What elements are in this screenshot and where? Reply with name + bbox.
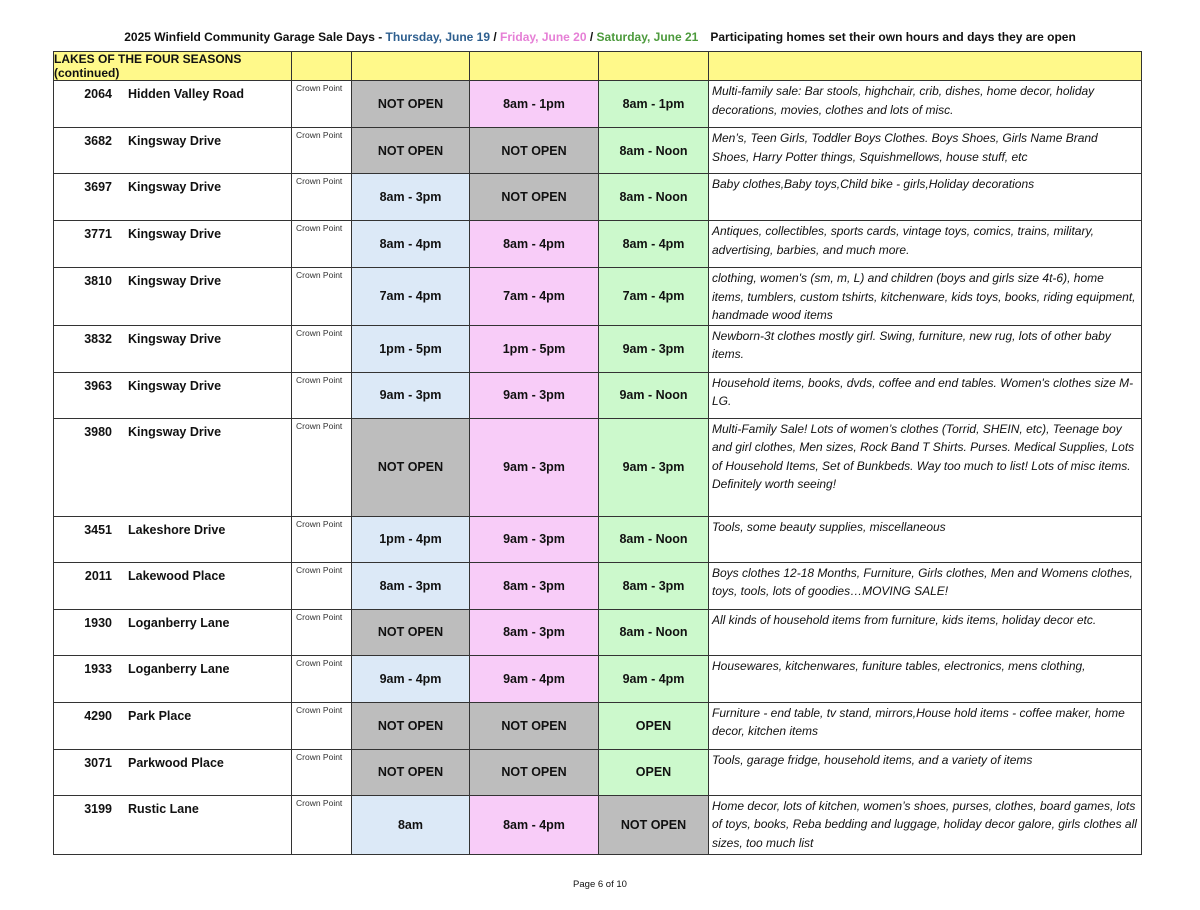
house-number: 3697 <box>84 180 112 194</box>
thursday-hours-cell: NOT OPEN <box>352 749 470 795</box>
saturday-hours-cell: 8am - Noon <box>599 609 709 655</box>
header-title: 2025 Winfield Community Garage Sale Days - <box>124 30 386 44</box>
town-cell: Crown Point <box>292 702 352 749</box>
address-cell <box>54 702 292 749</box>
saturday-hours-cell: 8am - Noon <box>599 516 709 562</box>
page-header <box>0 30 1200 44</box>
description-cell: Home decor, lots of kitchen, women’s shoes, purses, clothes, board games, lots of toys, books, Reba bedding and luggage, holiday decor galore, girls clothes all sizes, too much list <box>709 795 1142 854</box>
street-name: Loganberry Lane <box>128 615 230 630</box>
friday-hours-cell: 8am - 4pm <box>470 221 599 268</box>
street-name: Kingsway Drive <box>128 424 222 439</box>
header-saturday: Saturday, June 21 <box>596 30 699 44</box>
street-name: Lakeshore Drive <box>128 522 226 537</box>
address-cell <box>54 128 292 174</box>
table-row <box>54 516 1142 562</box>
house-number: 3810 <box>84 274 112 288</box>
town-cell: Crown Point <box>292 268 352 326</box>
description-cell: Antiques, collectibles, sports cards, vintage toys, comics, trains, military, advertising, barbies, and much more. <box>709 221 1142 268</box>
address-cell <box>54 749 292 795</box>
thursday-hours-cell: 1pm - 4pm <box>352 516 470 562</box>
thursday-hours-cell: NOT OPEN <box>352 128 470 174</box>
house-number: 3963 <box>84 378 112 393</box>
house-number: 4290 <box>84 708 112 723</box>
description-cell: clothing, women's (sm, m, L) and children (boys and girls size 4t-6), home items, tumblers, custom tshirts, kitchenware, kids toys, books, riding equipment, handmade wood items <box>709 268 1142 326</box>
address-cell <box>54 795 292 854</box>
description-cell: Household items, books, dvds, coffee and end tables. Women's clothes size M-LG. <box>709 372 1142 418</box>
town-cell: Crown Point <box>292 372 352 418</box>
address-cell <box>54 418 292 516</box>
description-cell: All kinds of household items from furniture, kids items, holiday decor etc. <box>709 609 1142 655</box>
table-row <box>54 268 1142 326</box>
house-number: 3832 <box>84 331 112 346</box>
street-name: Kingsway Drive <box>128 331 222 346</box>
header-friday: Friday, June 20 <box>500 30 587 44</box>
thursday-hours-cell: 9am - 4pm <box>352 655 470 702</box>
address-cell <box>54 372 292 418</box>
friday-hours-cell: NOT OPEN <box>470 174 599 221</box>
town-cell: Crown Point <box>292 562 352 609</box>
house-number: 3980 <box>84 424 112 439</box>
table-row <box>54 128 1142 174</box>
table-row <box>54 81 1142 128</box>
garage-sale-table <box>53 51 1142 855</box>
description-cell: Men’s, Teen Girls, Toddler Boys Clothes. Boys Shoes, Girls Name Brand Shoes, Harry Potter things, Squishmellows, house stuff, etc <box>709 128 1142 174</box>
thursday-hours-cell: NOT OPEN <box>352 609 470 655</box>
description-cell: Tools, some beauty supplies, miscellaneous <box>709 516 1142 562</box>
street-name: Kingsway Drive <box>128 274 222 288</box>
table-row <box>54 795 1142 854</box>
thursday-hours-cell: NOT OPEN <box>352 81 470 128</box>
description-cell: Furniture - end table, tv stand, mirrors,House hold items - coffee maker, home decor, kitchen items <box>709 702 1142 749</box>
thursday-hours-cell: 8am - 4pm <box>352 221 470 268</box>
saturday-hours-cell: 7am - 4pm <box>599 268 709 326</box>
saturday-hours-cell: 9am - 3pm <box>599 325 709 372</box>
town-cell: Crown Point <box>292 221 352 268</box>
saturday-hours-cell: 9am - Noon <box>599 372 709 418</box>
house-number: 3071 <box>84 755 112 770</box>
street-name: Kingsway Drive <box>128 378 222 393</box>
street-name: Hidden Valley Road <box>128 87 245 101</box>
table-row <box>54 174 1142 221</box>
address-cell <box>54 174 292 221</box>
address-cell <box>54 562 292 609</box>
address-cell <box>54 221 292 268</box>
street-name: Parkwood Place <box>128 755 224 770</box>
street-name: Rustic Lane <box>128 801 199 816</box>
thursday-hours-cell: NOT OPEN <box>352 702 470 749</box>
header-thursday: Thursday, June 19 <box>385 30 491 44</box>
table-row <box>54 609 1142 655</box>
address-cell <box>54 268 292 326</box>
town-cell: Crown Point <box>292 655 352 702</box>
description-cell: Tools, garage fridge, household items, and a variety of items <box>709 749 1142 795</box>
header-separator: / <box>586 30 597 44</box>
saturday-hours-cell: 8am - Noon <box>599 128 709 174</box>
header-separator: / <box>490 30 501 44</box>
house-number: 1933 <box>84 661 112 676</box>
thursday-hours-cell: NOT OPEN <box>352 418 470 516</box>
friday-hours-cell: NOT OPEN <box>470 749 599 795</box>
saturday-hours-cell: OPEN <box>599 749 709 795</box>
street-name: Kingsway Drive <box>128 180 222 194</box>
saturday-hours-cell: 8am - 1pm <box>599 81 709 128</box>
house-number: 3682 <box>84 134 112 148</box>
street-name: Park Place <box>128 708 192 723</box>
address-cell <box>54 655 292 702</box>
thursday-hours-cell: 9am - 3pm <box>352 372 470 418</box>
thursday-hours-cell: 8am - 3pm <box>352 174 470 221</box>
town-cell: Crown Point <box>292 749 352 795</box>
friday-hours-cell: 1pm - 5pm <box>470 325 599 372</box>
table-row <box>54 562 1142 609</box>
description-cell: Housewares, kitchenwares, funiture tables, electronics, mens clothing, <box>709 655 1142 702</box>
table-row <box>54 749 1142 795</box>
town-cell: Crown Point <box>292 795 352 854</box>
friday-hours-cell: 9am - 4pm <box>470 655 599 702</box>
friday-hours-cell: 8am - 3pm <box>470 609 599 655</box>
saturday-hours-cell: OPEN <box>599 702 709 749</box>
section-title: LAKES OF THE FOUR SEASONS (continued) <box>54 52 292 81</box>
house-number: 2064 <box>84 87 112 101</box>
house-number: 3199 <box>84 801 112 816</box>
friday-hours-cell: 8am - 3pm <box>470 562 599 609</box>
town-cell: Crown Point <box>292 516 352 562</box>
friday-hours-cell: NOT OPEN <box>470 128 599 174</box>
thursday-hours-cell: 1pm - 5pm <box>352 325 470 372</box>
street-name: Kingsway Drive <box>128 134 222 148</box>
saturday-hours-cell: 8am - Noon <box>599 174 709 221</box>
house-number: 3451 <box>84 522 112 537</box>
friday-hours-cell: 8am - 1pm <box>470 81 599 128</box>
address-cell <box>54 81 292 128</box>
friday-hours-cell: 7am - 4pm <box>470 268 599 326</box>
saturday-hours-cell: NOT OPEN <box>599 795 709 854</box>
house-number: 2011 <box>84 568 112 583</box>
address-cell <box>54 325 292 372</box>
saturday-hours-cell: 8am - 4pm <box>599 221 709 268</box>
thursday-hours-cell: 8am <box>352 795 470 854</box>
thursday-hours-cell: 7am - 4pm <box>352 268 470 326</box>
town-cell: Crown Point <box>292 609 352 655</box>
town-cell: Crown Point <box>292 174 352 221</box>
table-row <box>54 325 1142 372</box>
address-cell <box>54 516 292 562</box>
section-header-row <box>54 52 1142 81</box>
description-cell: Newborn-3t clothes mostly girl. Swing, furniture, new rug, lots of other baby items. <box>709 325 1142 372</box>
town-cell: Crown Point <box>292 81 352 128</box>
table-row <box>54 418 1142 516</box>
header-note: Participating homes set their own hours and days they are open <box>710 30 1076 44</box>
town-cell: Crown Point <box>292 325 352 372</box>
description-cell: Boys clothes 12-18 Months, Furniture, Girls clothes, Men and Womens clothes, toys, tools, lots of goodies…MOVING SALE! <box>709 562 1142 609</box>
friday-hours-cell: 9am - 3pm <box>470 372 599 418</box>
friday-hours-cell: 9am - 3pm <box>470 418 599 516</box>
friday-hours-cell: 8am - 4pm <box>470 795 599 854</box>
street-name: Lakewood Place <box>128 568 226 583</box>
house-number: 3771 <box>84 227 112 241</box>
table-row <box>54 372 1142 418</box>
saturday-hours-cell: 9am - 4pm <box>599 655 709 702</box>
description-cell: Multi-family sale: Bar stools, highchair, crib, dishes, home decor, holiday decorations, movies, clothes and lots of misc. <box>709 81 1142 128</box>
table-row <box>54 702 1142 749</box>
friday-hours-cell: NOT OPEN <box>470 702 599 749</box>
table-row <box>54 655 1142 702</box>
street-name: Kingsway Drive <box>128 227 222 241</box>
house-number: 1930 <box>84 615 112 630</box>
thursday-hours-cell: 8am - 3pm <box>352 562 470 609</box>
town-cell: Crown Point <box>292 418 352 516</box>
saturday-hours-cell: 9am - 3pm <box>599 418 709 516</box>
friday-hours-cell: 9am - 3pm <box>470 516 599 562</box>
town-cell: Crown Point <box>292 128 352 174</box>
description-cell: Baby clothes,Baby toys,Child bike - girls,Holiday decorations <box>709 174 1142 221</box>
street-name: Loganberry Lane <box>128 661 230 676</box>
saturday-hours-cell: 8am - 3pm <box>599 562 709 609</box>
description-cell: Multi-Family Sale! Lots of women’s clothes (Torrid, SHEIN, etc), Teenage boy and girl clothes, Men sizes, Rock Band T Shirts. Purses. Medical Supplies, Lots of Household Items, Set of Bunkbeds. Way too much to list! Lots of misc items. Definitely worth seeing! <box>709 418 1142 516</box>
table-row <box>54 221 1142 268</box>
page-number: Page 6 of 10 <box>573 879 627 890</box>
address-cell <box>54 609 292 655</box>
